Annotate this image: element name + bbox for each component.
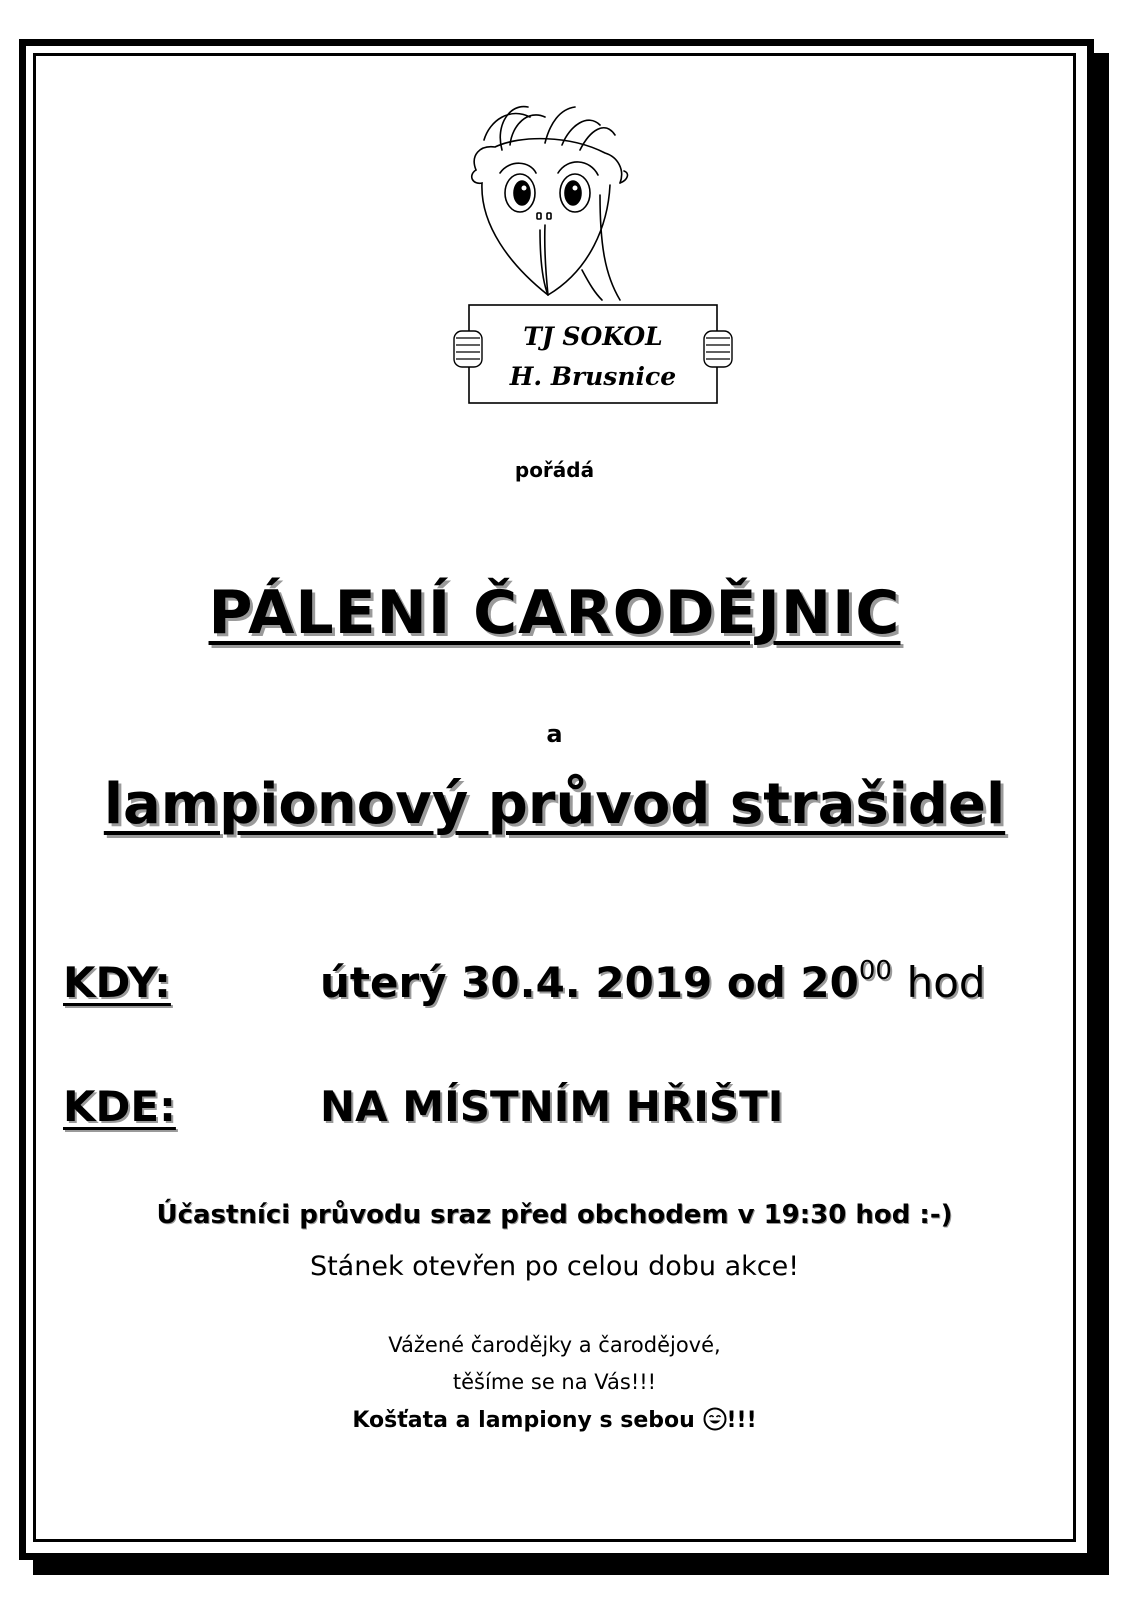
logo-text-line2: H. Brusnice	[509, 362, 677, 391]
sub-title-text: lampionový průvod strašidel	[103, 772, 1006, 837]
organizer-text: pořádá	[514, 458, 595, 482]
meeting-note: Účastníci průvodu sraz před obchodem v 19:30 hod :-)	[156, 1200, 953, 1230]
owl-mascot-icon	[440, 95, 740, 415]
stand-note: Stánek otevřen po celou dobu akce!	[309, 1251, 800, 1282]
where-value: NA MÍSTNÍM HŘIŠTI	[320, 1082, 784, 1131]
when-minutes: 00	[858, 956, 892, 986]
main-title	[36, 578, 1073, 648]
greeting-line-2: těšíme se na Vás!!!	[452, 1370, 657, 1394]
when-unit: hod	[906, 958, 986, 1007]
greeting-line-3-end: !!!	[726, 1408, 757, 1433]
logo-text-line1: TJ SOKOL	[523, 322, 663, 351]
greeting-line-3	[36, 1407, 1073, 1433]
greeting-line-1: Vážené čarodějky a čarodějové,	[388, 1333, 721, 1357]
greeting-line-3-text: Košťata a lampiony s sebou	[352, 1408, 695, 1433]
when-label	[42, 958, 171, 1007]
when-label-text: KDY:	[63, 958, 171, 1007]
sub-title	[36, 772, 1073, 837]
where-label	[42, 1082, 176, 1131]
when-value	[320, 958, 986, 1007]
main-title-text: PÁLENÍ ČARODĚJNIC	[208, 578, 901, 648]
smiley-icon	[703, 1407, 727, 1431]
where-label-text: KDE:	[63, 1082, 176, 1131]
conjunction-text: a	[546, 720, 563, 748]
when-date-text: úterý 30.4. 2019 od 20	[320, 958, 859, 1007]
